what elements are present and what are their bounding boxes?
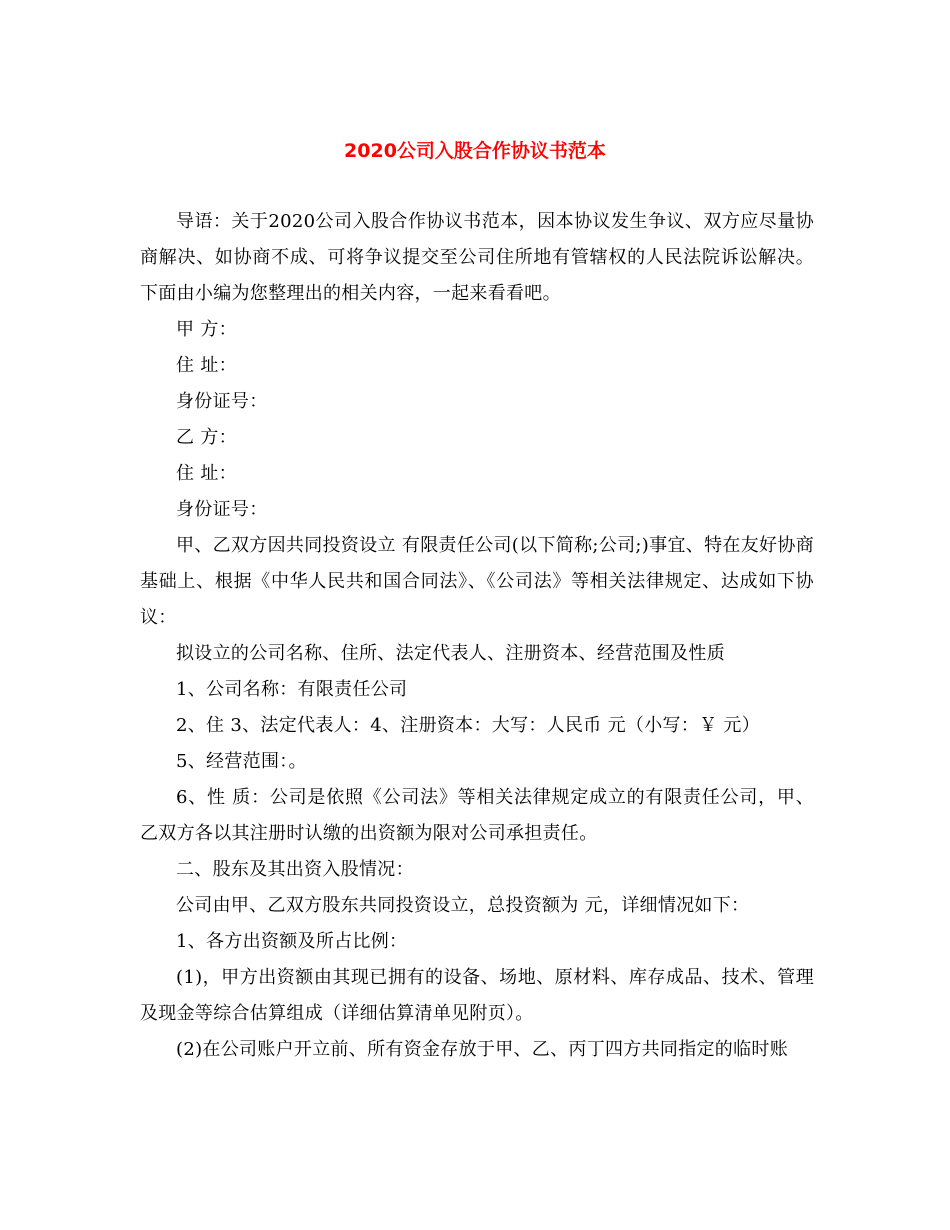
paragraph-party-b-address: 住 址： <box>176 463 237 484</box>
paragraph-company-name: 1、公司名称：有限责任公司 <box>176 679 408 700</box>
paragraph-party-a: 甲 方： <box>176 319 237 340</box>
paragraph-section-heading: 拟设立的公司名称、住所、法定代表人、注册资本、经营范围及性质 <box>176 643 725 664</box>
paragraph-address-rep-capital: 2、住 3、法定代表人：4、注册资本：大写：人民币 元（小写：￥ 元） <box>176 715 761 736</box>
paragraph-total-investment: 公司由甲、乙双方股东共同投资设立，总投资额为 元，详细情况如下： <box>176 895 750 916</box>
paragraph-party-b: 乙 方： <box>176 427 237 448</box>
document-title: 2020公司入股合作协议书范本 <box>344 140 606 162</box>
paragraph-party-a-contribution: (1)，甲方出资额由其现已拥有的设备、场地、原材料、库存成品、技术、管理及现金等综合估算组成（详细估算清单见附页）。 <box>140 967 814 1024</box>
paragraph-nature: 6、性 质：公司是依照《公司法》等相关法律规定成立的有限责任公司，甲、乙双方各以其注册时认缴的出资额为限对公司承担责任。 <box>140 787 814 844</box>
paragraph-party-b-id: 身份证号： <box>176 499 268 520</box>
paragraph-party-a-id: 身份证号： <box>176 391 268 412</box>
paragraph-temp-account: (2)在公司账户开立前、所有资金存放于甲、乙、丙丁四方共同指定的临时账 <box>176 1039 788 1060</box>
paragraph-contribution-ratio: 1、各方出资额及所占比例： <box>176 931 408 952</box>
paragraph-party-a-address: 住 址： <box>176 355 237 376</box>
document-body <box>140 204 814 1068</box>
paragraph-shareholders-heading: 二、股东及其出资入股情况： <box>176 859 414 880</box>
paragraph-intro: 导语：关于2020公司入股合作协议书范本，因本协议发生争议、双方应尽量协商解决、如协商不成、可将争议提交至公司住所地有管辖权的人民法院诉讼解决。下面由小编为您整理出的相关内容，一起来看看吧。 <box>140 211 814 304</box>
paragraph-preamble: 甲、乙双方因共同投资设立 有限责任公司(以下简称;公司;)事宜、特在友好协商基础上、根据《中华人民共和国合同法》、《公司法》等相关法律规定、达成如下协议： <box>140 535 814 628</box>
paragraph-business-scope: 5、经营范围：。 <box>176 751 307 772</box>
